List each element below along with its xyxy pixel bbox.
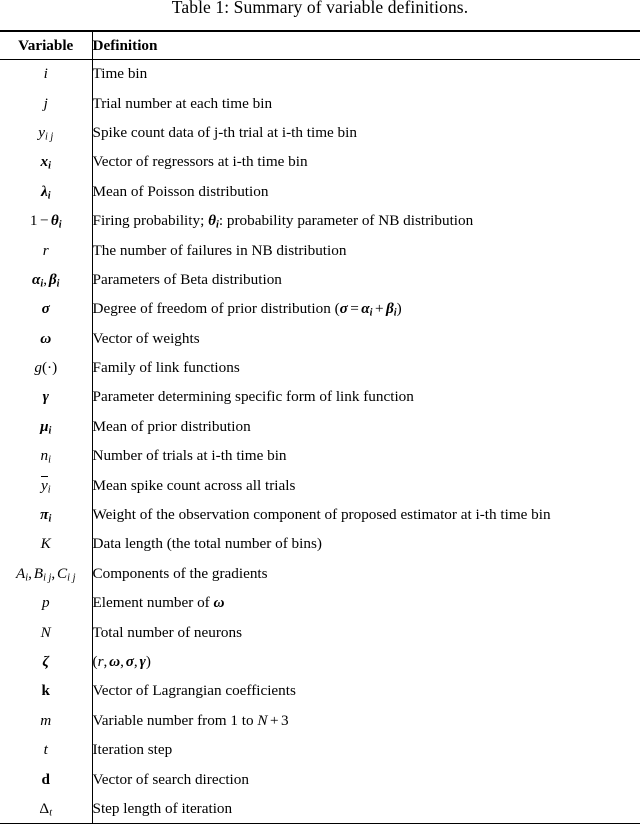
cell-variable: $y_{i j}$: [0, 118, 92, 147]
cell-definition: Total number of neurons: [92, 623, 243, 641]
cell-definition: Degree of freedom of prior distribution $(\sigma = \alpha_i + \beta_i)$: [92, 300, 402, 319]
cell-definition: Parameter determining specific form of link function: [92, 388, 414, 406]
table-row: [0, 500, 640, 529]
cell-variable: j: [0, 89, 92, 118]
table-row: [0, 530, 640, 559]
cell-variable: $x_i$: [0, 148, 92, 177]
header-variable: Variable: [0, 32, 92, 60]
cell-variable: d: [0, 765, 92, 794]
cell-definition: Data length (the total number of bins): [92, 535, 322, 553]
table-row: [0, 471, 640, 500]
cell-variable: ζ: [0, 647, 92, 676]
cell-definition: Mean spike count across all trials: [92, 476, 296, 494]
table-row: [0, 89, 640, 118]
table-row: [0, 206, 640, 235]
cell-definition: Family of link functions: [92, 359, 240, 377]
table-row: [0, 148, 640, 177]
table-row: [0, 794, 640, 823]
cell-definition: Number of trials at i-th time bin: [92, 447, 287, 465]
cell-variable: r: [0, 236, 92, 265]
header-definition: Definition: [92, 36, 158, 54]
cell-variable: p: [0, 589, 92, 618]
cell-variable: N: [0, 618, 92, 647]
cell-variable: $A_i$, $B_{i j}$, $C_{i j}$: [0, 559, 92, 588]
table-row: [0, 647, 640, 676]
table-row: [0, 60, 640, 89]
variable-definitions-table: [0, 30, 640, 824]
table-caption: Table 1: Summary of variable definitions.: [171, 0, 469, 17]
cell-variable: $y_i$: [0, 471, 92, 500]
cell-definition: Parameters of Beta distribution: [92, 270, 282, 288]
table-row: [0, 442, 640, 471]
table-row: [0, 735, 640, 764]
table-row: [0, 589, 640, 618]
table-bottom-rule-row: [0, 824, 640, 825]
table-row: [0, 383, 640, 412]
cell-definition: Mean of Poisson distribution: [92, 182, 269, 200]
cell-variable: i: [0, 60, 92, 89]
table-header-row: [0, 32, 640, 60]
cell-variable: g(·): [0, 353, 92, 382]
cell-definition: Time bin: [92, 65, 148, 83]
table-row: [0, 118, 640, 147]
table-body: [0, 60, 640, 825]
table-row: [0, 765, 640, 794]
cell-variable: k: [0, 677, 92, 706]
cell-variable: $\mu_i$: [0, 412, 92, 441]
table-row: [0, 412, 640, 441]
cell-definition: Variable number from 1 to N + 3: [92, 711, 289, 729]
cell-definition: Vector of search direction: [92, 770, 249, 788]
cell-variable: m: [0, 706, 92, 735]
cell-definition: Components of the gradients: [92, 564, 268, 582]
table-row: [0, 295, 640, 324]
cell-variable: σ: [0, 295, 92, 324]
table-row: [0, 677, 640, 706]
cell-definition: Weight of the observation component of proposed estimator at i-th time bin: [92, 506, 551, 524]
table-row: [0, 177, 640, 206]
table-row: [0, 559, 640, 588]
cell-variable: t: [0, 735, 92, 764]
cell-definition: Mean of prior distribution: [92, 417, 251, 435]
cell-variable: $1 - \theta_i$: [0, 206, 92, 235]
table-row: [0, 706, 640, 735]
cell-definition: Vector of weights: [92, 329, 200, 347]
cell-definition: Firing probability; $\theta_i$: probability parameter of NB distribution: [92, 212, 474, 231]
cell-variable: $\pi_i$: [0, 500, 92, 529]
cell-definition: Trial number at each time bin: [92, 94, 273, 112]
table-header: [0, 31, 640, 60]
cell-variable: ω: [0, 324, 92, 353]
cell-definition: Iteration step: [92, 741, 173, 759]
table-row: [0, 265, 640, 294]
cell-definition: Step length of iteration: [92, 799, 233, 817]
cell-variable: K: [0, 530, 92, 559]
cell-variable: γ: [0, 383, 92, 412]
variable-definitions-table-wrap: [0, 30, 640, 824]
table-row: [0, 324, 640, 353]
cell-definition: Vector of regressors at i-th time bin: [92, 153, 308, 171]
cell-variable: $n_i$: [0, 442, 92, 471]
cell-definition: Element number of ω: [92, 594, 225, 612]
cell-definition: Spike count data of j-th trial at i-th time bin: [92, 123, 357, 141]
table-row: [0, 236, 640, 265]
table-row: [0, 618, 640, 647]
table-bottom-rule: [0, 824, 640, 825]
cell-definition: The number of failures in NB distribution: [92, 241, 347, 259]
cell-definition: Vector of Lagrangian coefficients: [92, 682, 296, 700]
table-row: [0, 353, 640, 382]
cell-definition: (r, ω, σ, γ): [92, 653, 151, 670]
cell-variable: $\lambda_i$: [0, 177, 92, 206]
cell-variable: $\alpha_i$, $\beta_i$: [0, 265, 92, 294]
cell-variable: $\Delta_t$: [0, 794, 92, 823]
